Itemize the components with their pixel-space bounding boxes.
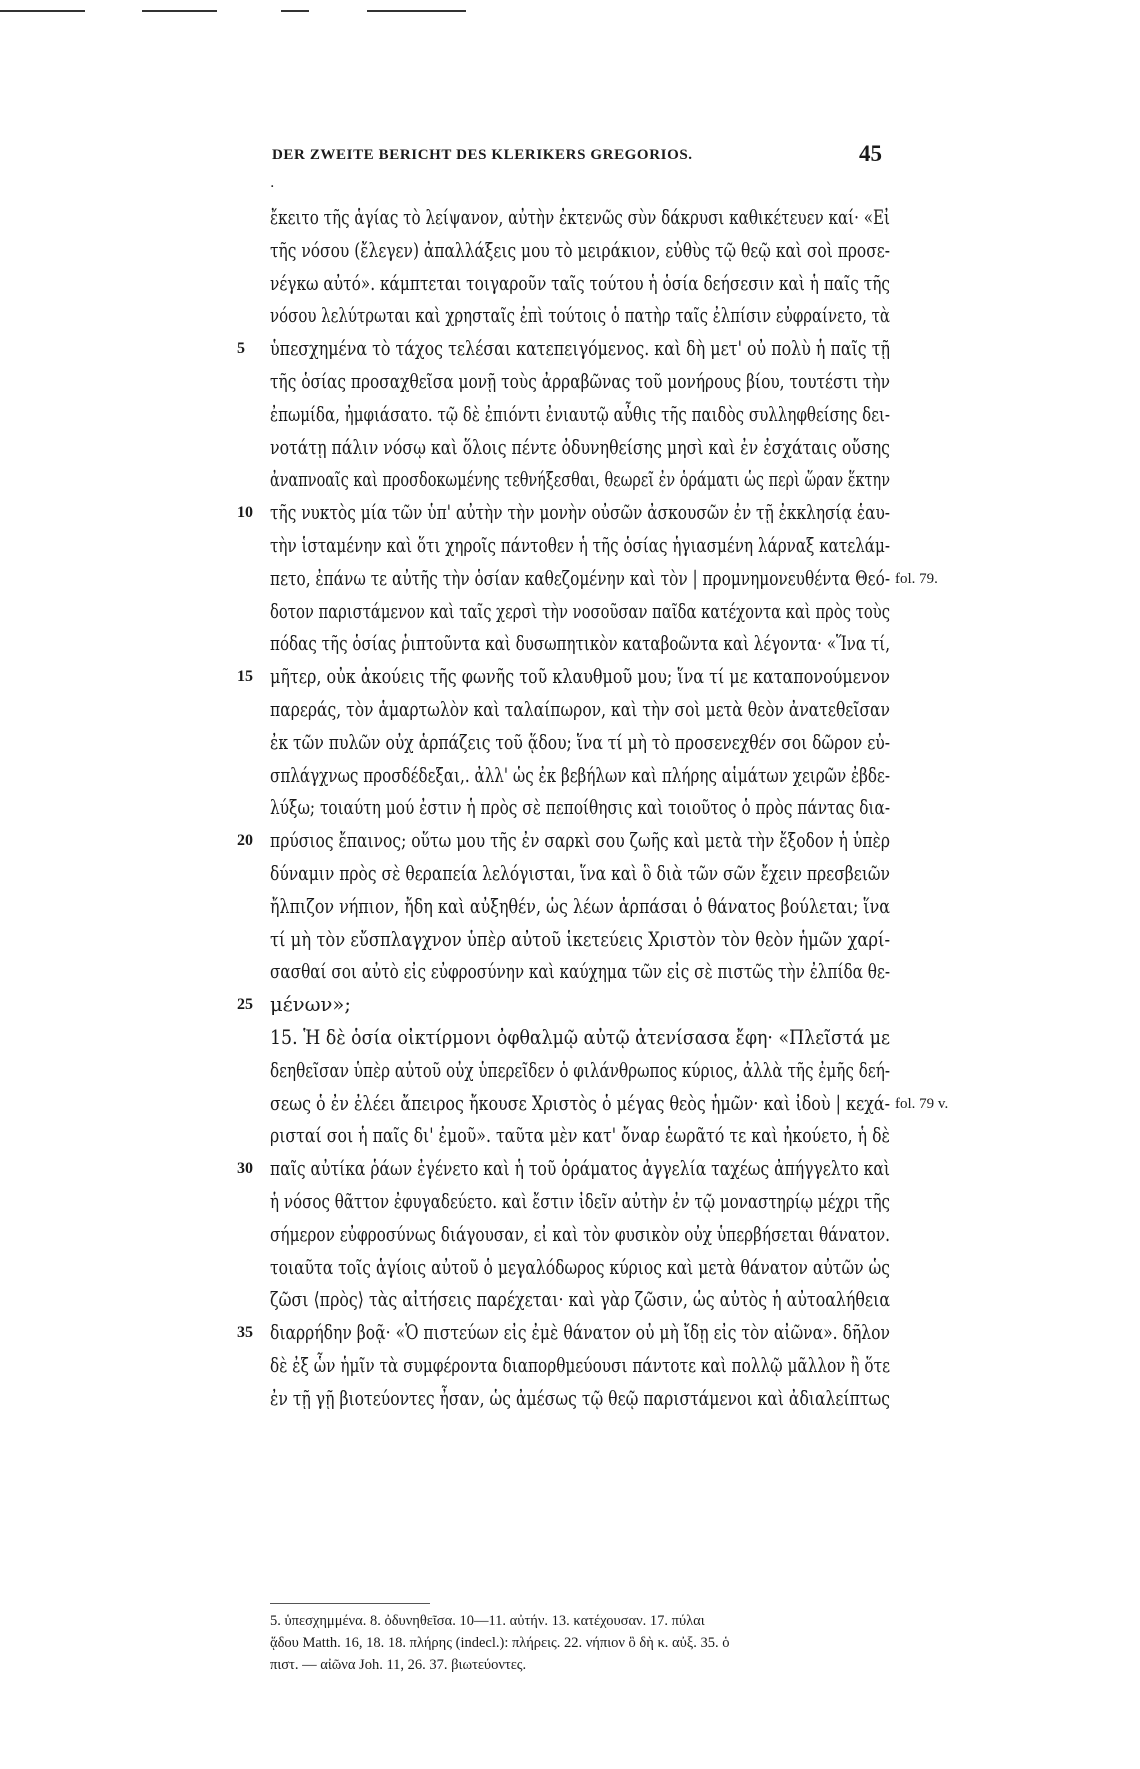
line-text: σπλάγχνως προσδέδεξαι,. ἀλλ' ὡς ἐκ βεβήλων καὶ πλήρης αἱμάτων χειρῶν ἐβδε- bbox=[270, 763, 890, 787]
text-line bbox=[155, 1022, 890, 1055]
line-text: πόδας τῆς ὁσίας ῥιπτοῦντα καὶ δυσωπητικὸν καταβοῶντα καὶ λέγοντα· «Ἵνα τί, bbox=[270, 632, 890, 656]
page-number: 45 bbox=[859, 141, 882, 166]
running-title: DER ZWEITE BERICHT DES KLERIKERS GREGORIOS. bbox=[272, 147, 693, 163]
line-text: ἀναπνοαῖς καὶ προσδοκωμένης τεθνήξεσθαι, θεωρεῖ ἐν ὁράματι ὡς περὶ ὥραν ἕκτην bbox=[270, 468, 890, 492]
line-text: σήμερον εὐφροσύνως διάγουσαν, εἰ καὶ τὸν φυσικὸν οὐχ ὑπερβήσεται θάνατον. bbox=[270, 1222, 890, 1246]
line-text: ρισταί σοι ἡ παῖς δι' ἐμοῦ». ταῦτα μὲν κατ' ὄναρ ἑωρᾶτό τε καὶ ἠκούετο, ἡ δὲ bbox=[270, 1124, 890, 1148]
text-line bbox=[155, 268, 890, 301]
text-line bbox=[155, 333, 890, 366]
line-text: διαρρήδην βοᾷ· «Ὁ πιστεύων εἰς ἐμὲ θάνατον οὐ μὴ ἴδῃ εἰς τὸν αἰῶνα». δῆλον bbox=[270, 1321, 890, 1345]
line-text: νοτάτῃ πάλιν νόσῳ καὶ ὅλοις πέντε ὀδυνηθείσης μησὶ καὶ ἐν ἐσχάταις οὔσης bbox=[270, 435, 890, 459]
line-text: σασθαί σοι αὐτὸ εἰς εὐφροσύνην καὶ καύχημα τῶν εἰς σὲ πιστῶς τὴν ἐλπίδα θε- bbox=[270, 960, 890, 984]
header-dot-mark: . bbox=[270, 175, 275, 191]
footnote-line: πιστ. — αἰῶνα Joh. 11, 26. 37. βιωτεύοντες. bbox=[270, 1657, 527, 1673]
text-line bbox=[155, 596, 890, 629]
line-text: ζῶσι ⟨πρὸς⟩ τὰς αἰτήσεις παρέχεται· καὶ γὰρ ζῶσιν, ὡς αὐτὸς ἡ αὐτοαλήθεια bbox=[270, 1288, 890, 1312]
folio-marginal-note: fol. 79. bbox=[895, 570, 938, 587]
footnote-separator bbox=[270, 1603, 430, 1604]
line-text: πετο, ἐπάνω τε αὐτῆς τὴν ὁσίαν καθεζομένην καὶ τὸν | προμνημονευθέντα Θεό- bbox=[270, 566, 890, 590]
line-text: μένων»; bbox=[270, 993, 351, 1017]
text-line bbox=[155, 1317, 890, 1350]
line-text: ἐκ τῶν πυλῶν οὐχ ἁρπάζεις τοῦ ᾅδου; ἵνα τί μὴ τὸ προσενεχθέν σοι δῶρον εὐ- bbox=[270, 730, 890, 754]
text-line bbox=[155, 661, 890, 694]
footnote-line: ᾅδου Matth. 16, 18. 18. πλήρης (indecl.): πλήρεις. 22. νήπιον ὃ δὴ κ. αὐξ. 35. ὁ bbox=[270, 1635, 730, 1651]
line-text: ἔκειτο τῆς ἁγίας τὸ λείψανον, αὐτὴν ἐκτενῶς σὺν δάκρυσι καθικέτευεν καί· «Εἰ bbox=[270, 206, 890, 229]
top-rule-1 bbox=[0, 10, 85, 12]
line-text: σεως ὁ ἐν ἐλέει ἄπειρος ἤκουσε Χριστὸς ὁ μέγας θεὸς ἡμῶν· καὶ ἰδοὺ | κεχά- bbox=[270, 1091, 890, 1115]
text-line bbox=[155, 432, 890, 465]
line-text: τῆς νόσου (ἔλεγεν) ἀπαλλάξεις μου τὸ μειράκιον, εὐθὺς τῷ θεῷ καὶ σοὶ προσε- bbox=[270, 238, 890, 262]
text-line bbox=[155, 792, 890, 825]
text-line bbox=[155, 1055, 890, 1088]
line-text: μῆτερ, οὐκ ἀκούεις τῆς φωνῆς τοῦ κλαυθμοῦ μου; ἵνα τί με καταπονούμενον bbox=[270, 665, 890, 689]
line-number: 25 bbox=[237, 996, 253, 1014]
line-text: τοιαῦτα τοῖς ἁγίοις αὐτοῦ ὁ μεγαλόδωρος κύριος καὶ μετὰ θάνατον αὐτῶν ὡς bbox=[270, 1255, 890, 1279]
line-text: ἤλπιζον νήπιον, ἤδη καὶ αὐξηθέν, ὡς λέων ἁρπάσαι ὁ θάνατος βούλεται; ἵνα bbox=[270, 894, 890, 918]
line-text: παῖς αὐτίκα ῥάων ἐγένετο καὶ ἡ τοῦ ὁράματος ἀγγελία ταχέως ἀπήγγελτο καὶ bbox=[270, 1157, 890, 1181]
line-text: δύναμιν πρὸς σὲ θεραπεία λελόγισται, ἵνα καὶ ὃ διὰ τῶν σῶν ἔχειν πρεσβειῶν bbox=[270, 861, 890, 885]
text-line bbox=[155, 1120, 890, 1153]
text-line bbox=[155, 300, 890, 333]
text-line bbox=[155, 1284, 890, 1317]
text-line bbox=[155, 497, 890, 530]
line-number: 35 bbox=[237, 1324, 253, 1342]
text-line bbox=[155, 1088, 949, 1121]
text-line bbox=[155, 727, 890, 760]
line-text: δὲ ἐξ ὧν ἡμῖν τὰ συμφέροντα διαπορθμεύουσι πάντοτε καὶ πολλῷ μᾶλλον ἢ ὅτε bbox=[270, 1353, 890, 1377]
line-text: παρεράς, τὸν ἁμαρτωλὸν καὶ ταλαίπωρον, καὶ τὴν σοὶ μετὰ θεὸν ἀνατεθεῖσαν bbox=[270, 697, 890, 721]
line-text: τὴν ἱσταμένην καὶ ὅτι χηροῖς πάντοθεν ἡ τῆς ὁσίας ἡγιασμένη λάρναξ κατελάμ- bbox=[270, 533, 890, 557]
text-line bbox=[155, 924, 890, 957]
line-number: 30 bbox=[237, 1160, 253, 1178]
text-line bbox=[155, 202, 890, 235]
line-number: 5 bbox=[237, 340, 245, 358]
text-line bbox=[155, 1186, 890, 1219]
text-line bbox=[155, 1252, 890, 1285]
line-text: τῆς ὁσίας προσαχθεῖσα μονῇ τοὺς ἀρραβῶνας τοῦ μονήρους βίου, τουτέστι τὴν bbox=[270, 369, 890, 393]
line-number: 10 bbox=[237, 504, 253, 522]
line-text: λύξω; τοιαύτη μού ἐστιν ἡ πρὸς σὲ πεποίθησις καὶ τοιοῦτος ὁ πρὸς πάντας δια- bbox=[270, 796, 890, 820]
text-line bbox=[155, 366, 890, 399]
line-text: νόσου λελύτρωται καὶ χρησταῖς ἐπὶ τούτοις ὁ πατὴρ ταῖς ἐλπίσιν εὐφραίνετο, τὰ bbox=[270, 304, 890, 328]
main-text bbox=[155, 202, 949, 1415]
top-rule-4 bbox=[367, 10, 466, 12]
text-line bbox=[155, 891, 890, 924]
line-number: 20 bbox=[237, 832, 253, 850]
apparatus-footnotes bbox=[270, 1610, 890, 1676]
running-header bbox=[272, 141, 882, 171]
line-text: ὑπεσχημένα τὸ τάχος τελέσαι κατεπειγόμενος. καὶ δὴ μετ' οὐ πολὺ ἡ παῖς τῇ bbox=[270, 337, 890, 361]
text-line bbox=[155, 1219, 890, 1252]
text-line bbox=[155, 563, 938, 596]
line-text: ἐν τῇ γῇ βιοτεύοντες ἦσαν, ὡς ἀμέσως τῷ θεῷ παριστάμενοι καὶ ἀδιαλείπτως bbox=[270, 1386, 890, 1410]
line-text: δοτον παριστάμενον καὶ ταῖς χερσὶ τὴν νοσοῦσαν παῖδα κατέχοντα καὶ πρὸς τοὺς bbox=[270, 599, 890, 623]
line-text: πρύσιος ἔπαινος; οὕτω μου τῆς ἐν σαρκὶ σου ζωῆς καὶ μετὰ τὴν ἔξοδον ἡ ὑπὲρ bbox=[270, 829, 890, 853]
line-text: 15. Ἡ δὲ ὁσία οἰκτίρμονι ὀφθαλμῷ αὐτῷ ἀτενίσασα ἔφη· «Πλεῖστά με bbox=[270, 1025, 890, 1049]
line-text: νέγκω αὐτό». κάμπτεται τοιγαροῦν ταῖς τούτου ἡ ὁσία δεήσεσιν καὶ ἡ παῖς τῆς bbox=[270, 271, 890, 295]
line-number: 15 bbox=[237, 668, 253, 686]
line-text: τί μὴ τὸν εὔσπλαγχνον ὑπὲρ αὐτοῦ ἱκετεύεις Χριστὸν τὸν θεὸν ἡμῶν χαρί- bbox=[270, 927, 890, 951]
line-text: ἡ νόσος θᾶττον ἐφυγαδεύετο. καὶ ἔστιν ἰδεῖν αὐτὴν ἐν τῷ μοναστηρίῳ μέχρι τῆς bbox=[270, 1189, 890, 1213]
line-text: ἐπωμίδα, ἠμφιάσατο. τῷ δὲ ἐπιόντι ἐνιαυτῷ αὖθις τῆς παιδὸς συλληφθείσης δει- bbox=[270, 402, 890, 426]
text-line bbox=[155, 956, 890, 989]
text-line bbox=[155, 858, 890, 891]
top-rule-3 bbox=[281, 10, 309, 12]
text-line bbox=[155, 464, 890, 497]
text-line bbox=[155, 399, 890, 432]
text-line bbox=[155, 760, 890, 793]
text-line bbox=[155, 1153, 890, 1186]
folio-marginal-note: fol. 79 v. bbox=[895, 1095, 949, 1112]
top-rule-2 bbox=[142, 10, 217, 12]
text-line bbox=[155, 235, 890, 268]
text-line bbox=[155, 825, 890, 858]
line-text: δεηθεῖσαν ὑπὲρ αὐτοῦ οὐχ ὑπερεῖδεν ὁ φιλάνθρωπος κύριος, ἀλλὰ τῆς ἐμῆς δεή- bbox=[270, 1058, 890, 1082]
text-line bbox=[155, 530, 890, 563]
line-text: τῆς νυκτὸς μία τῶν ὑπ' αὐτὴν τὴν μονὴν οὐσῶν ἀσκουσῶν ἐν τῇ ἐκκλησίᾳ ἑαυ- bbox=[270, 501, 890, 525]
footnote-line: 5. ὑπεσχημμένα. 8. ὀδυνηθεῖσα. 10—11. αὐτήν. 13. κατέχουσαν. 17. πύλαι bbox=[270, 1613, 705, 1629]
text-line bbox=[155, 694, 890, 727]
text-line bbox=[155, 628, 890, 661]
text-line bbox=[155, 1383, 890, 1416]
text-line bbox=[155, 1350, 890, 1383]
text-line bbox=[155, 989, 890, 1022]
